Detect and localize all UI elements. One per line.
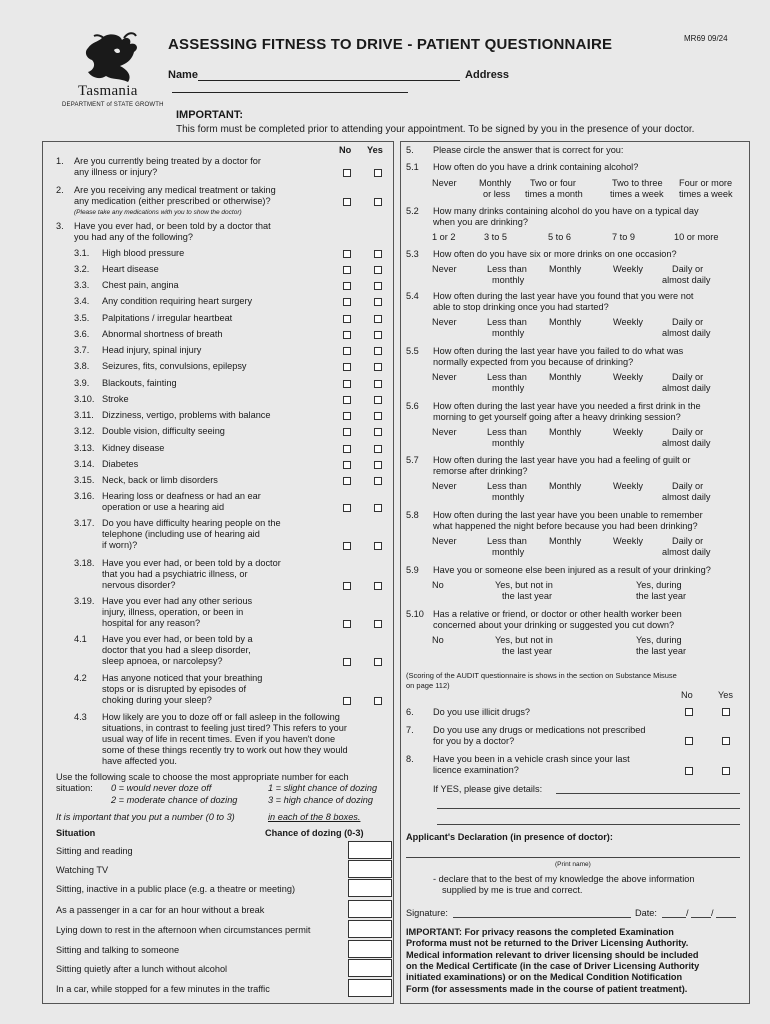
question-text: How often do you have a drink containing alcohol? — [433, 162, 639, 172]
print-name-line[interactable] — [406, 857, 740, 858]
answer-option: Daily or — [672, 481, 704, 491]
question-text: How often during the last year have you been unable to remember — [433, 510, 703, 520]
answer-option: almost daily — [662, 492, 711, 502]
dozing-score-input[interactable] — [348, 841, 392, 859]
answer-option: Less than — [487, 536, 527, 546]
q7-yes-checkbox[interactable] — [722, 737, 730, 745]
answer-option: the last year — [636, 591, 687, 601]
answer-option: Monthly — [549, 372, 582, 382]
condition-no-checkbox[interactable] — [343, 315, 351, 323]
question-text: any illness or injury? — [74, 167, 158, 177]
condition-text: telephone (including use of hearing aid — [102, 529, 260, 539]
form-number: MR69 09/24 — [684, 34, 728, 43]
condition-no-checkbox[interactable] — [343, 504, 351, 512]
condition-number: 3.18. — [74, 558, 95, 568]
dozing-score-input[interactable] — [348, 879, 392, 897]
condition-yes-checkbox[interactable] — [374, 542, 382, 550]
condition-no-checkbox[interactable] — [343, 282, 351, 290]
answer-option: Weekly — [613, 372, 643, 382]
tasmania-wordmark: Tasmania — [78, 83, 138, 99]
answer-option: Daily or — [672, 317, 704, 327]
condition-number: 3.1. — [74, 248, 90, 258]
condition-yes-checkbox[interactable] — [374, 697, 382, 705]
condition-text: Abnormal shortness of breath — [102, 329, 223, 339]
answer-option: the last year — [502, 591, 553, 601]
answer-option: Weekly — [613, 264, 643, 274]
medication-note: (Please take any medications with you to show the doctor) — [74, 209, 242, 216]
answer-option: Never — [432, 536, 457, 546]
answer-option: monthly — [492, 492, 525, 502]
condition-text: Kidney disease — [102, 443, 165, 453]
condition-number: 3.9. — [74, 378, 90, 388]
condition-yes-checkbox[interactable] — [374, 282, 382, 290]
privacy-notice: Proforma must not be returned to the Driver Licensing Authority. — [406, 938, 689, 949]
question-text: normally expected from you because of drinking? — [433, 357, 634, 367]
condition-no-checkbox[interactable] — [343, 428, 351, 436]
answer-option: almost daily — [662, 438, 711, 448]
situation-text: As a passenger in a car for an hour without a break — [56, 905, 265, 915]
answer-option: monthly — [492, 438, 525, 448]
answer-option: times a week — [679, 189, 733, 199]
answer-option: No — [432, 635, 444, 645]
condition-number: 3.6. — [74, 329, 90, 339]
privacy-notice: Medical information relevant to driver licensing should be included — [406, 949, 699, 960]
condition-number: 3.19. — [74, 596, 95, 606]
condition-text: Stroke — [102, 394, 129, 404]
condition-no-checkbox[interactable] — [343, 396, 351, 404]
dozing-score-input[interactable] — [348, 979, 392, 997]
question-number: 1. — [56, 156, 64, 166]
answer-option: the last year — [502, 646, 553, 656]
answer-option: Two or four — [530, 178, 576, 188]
answer-option: or less — [483, 189, 511, 199]
privacy-notice: initiated examinations) or on the Medical Condition Notification — [406, 972, 683, 983]
condition-text: Double vision, difficulty seeing — [102, 426, 225, 436]
answer-option: 7 to 9 — [612, 232, 635, 242]
dozing-score-input[interactable] — [348, 920, 392, 938]
answer-option: Weekly — [613, 536, 643, 546]
situation-text: In a car, while stopped for a few minutes in the traffic — [56, 984, 270, 994]
answer-option: monthly — [492, 547, 525, 557]
question-text: How often do you have six or more drinks on one occasion? — [433, 249, 677, 259]
question-text: Please circle the answer that is correct for you: — [433, 145, 624, 155]
page-title: ASSESSING FITNESS TO DRIVE - PATIENT QUESTIONNAIRE — [168, 36, 613, 53]
question-text: Have you or someone else been injured as a result of your drinking? — [433, 565, 711, 575]
question-number: 5.3 — [406, 249, 419, 259]
column-header-no: No — [681, 690, 693, 700]
condition-no-checkbox[interactable] — [343, 266, 351, 274]
situation-text: Sitting quietly after a lunch without alcohol — [56, 964, 228, 974]
scale-intro: Use the following scale to choose the most appropriate number for each — [56, 772, 349, 782]
q2-yes-checkbox[interactable] — [374, 198, 382, 206]
answer-option: Weekly — [613, 427, 643, 437]
answer-option: Monthly — [549, 427, 582, 437]
condition-yes-checkbox[interactable] — [374, 331, 382, 339]
question-number: 5.6 — [406, 401, 419, 411]
condition-yes-checkbox[interactable] — [374, 315, 382, 323]
answer-option: almost daily — [662, 547, 711, 557]
answer-option: 10 or more — [674, 232, 719, 242]
scale-2: 2 = moderate chance of dozing — [111, 795, 238, 805]
condition-yes-checkbox[interactable] — [374, 477, 382, 485]
signature-label: Signature: — [406, 908, 448, 918]
condition-text: Diabetes — [102, 459, 139, 469]
question-text: How often during the last year have you needed a first drink in the — [433, 401, 701, 411]
condition-number: 3.13. — [74, 443, 95, 453]
question-text: what happened the night before because you had been drinking? — [433, 521, 698, 531]
declaration-text: supplied by me is true and correct. — [442, 885, 583, 895]
date-separator: / — [711, 908, 714, 918]
question-number: 2. — [56, 185, 64, 195]
condition-no-checkbox[interactable] — [343, 477, 351, 485]
question-number: 6. — [406, 707, 414, 717]
signature-line[interactable] — [453, 917, 631, 918]
condition-text: hospital for any reason? — [102, 618, 201, 628]
answer-option: Never — [432, 264, 457, 274]
question-number: 5.4 — [406, 291, 419, 301]
condition-text: doctor that you had a sleep disorder, — [102, 645, 251, 655]
condition-number: 3.14. — [74, 459, 95, 469]
answer-option: monthly — [492, 328, 525, 338]
condition-text: Seizures, fits, convulsions, epilepsy — [102, 361, 247, 371]
audit-note: (Scoring of the AUDIT questionnaire is shows in the section on Substance Misuse — [406, 671, 677, 680]
privacy-notice: on the Medical Certificate (in the case of Driver Licensing Authority — [406, 960, 700, 971]
answer-option: Less than — [487, 372, 527, 382]
address-label: Address — [465, 69, 510, 81]
q1-no-checkbox[interactable] — [343, 169, 351, 177]
question-text: How often during the last year have you had a feeling of guilt or — [433, 455, 691, 465]
condition-no-checkbox[interactable] — [343, 582, 351, 590]
answer-option: 3 to 5 — [484, 232, 507, 242]
answer-option: Yes, but not in — [495, 580, 553, 590]
condition-no-checkbox[interactable] — [343, 380, 351, 388]
condition-text: nervous disorder? — [102, 580, 176, 590]
condition-yes-checkbox[interactable] — [374, 363, 382, 371]
answer-option: Never — [432, 427, 457, 437]
condition-yes-checkbox[interactable] — [374, 428, 382, 436]
answer-option: Daily or — [672, 264, 704, 274]
condition-number: 3.12. — [74, 426, 95, 436]
answer-option: Monthly — [549, 536, 582, 546]
audit-note: on page 112) — [406, 681, 450, 690]
condition-number: 3.11. — [74, 410, 94, 420]
question-number: 5.8 — [406, 510, 419, 520]
question-text: How many drinks containing alcohol do you have on a typical day — [433, 206, 699, 216]
answer-option: Four or more — [679, 178, 733, 188]
scale-1: 1 = slight chance of dozing — [268, 783, 378, 793]
condition-no-checkbox[interactable] — [343, 697, 351, 705]
question-text: Do you use any drugs or medications not prescribed — [433, 725, 646, 735]
condition-text: Has anyone noticed that your breathing — [102, 673, 263, 683]
answer-option: almost daily — [662, 328, 711, 338]
answer-option: monthly — [492, 275, 525, 285]
situation-text: Sitting and talking to someone — [56, 945, 180, 955]
condition-text: sleep apnoea, or narcolepsy? — [102, 656, 223, 666]
answer-option: Yes, during — [636, 580, 682, 590]
answer-option: almost daily — [662, 275, 711, 285]
condition-yes-checkbox[interactable] — [374, 445, 382, 453]
question-text: Are you receiving any medical treatment or taking — [74, 185, 276, 195]
question-text: How often during the last year have you found that you were not — [433, 291, 694, 301]
name-label: Name — [168, 69, 198, 81]
question-text: have affected you. — [102, 756, 177, 766]
q6-yes-checkbox[interactable] — [722, 708, 730, 716]
condition-no-checkbox[interactable] — [343, 461, 351, 469]
answer-option: Less than — [487, 481, 527, 491]
privacy-notice: IMPORTANT: For privacy reasons the completed Examination — [406, 927, 674, 937]
q6-no-checkbox[interactable] — [685, 708, 693, 716]
question-number: 5.7 — [406, 455, 419, 465]
condition-yes-checkbox[interactable] — [374, 658, 382, 666]
important-note: It is important that you put a number (0 to 3) — [56, 812, 235, 822]
question-number: 5.10 — [406, 609, 424, 619]
department-name: DEPARTMENT of STATE GROWTH — [62, 102, 164, 108]
condition-yes-checkbox[interactable] — [374, 620, 382, 628]
condition-no-checkbox[interactable] — [343, 542, 351, 550]
privacy-notice: Form (for assessments made in the course of patient treatment). — [406, 983, 688, 994]
answer-option: Never — [432, 178, 457, 188]
answer-option: Daily or — [672, 427, 704, 437]
answer-option: times a week — [610, 189, 664, 199]
question-text: Are you currently being treated by a doctor for — [74, 156, 261, 166]
question-number: 5.1 — [406, 162, 419, 172]
important-note-emphasis: in each of the 8 boxes. — [268, 812, 361, 822]
condition-text: Neck, back or limb disorders — [102, 475, 218, 485]
answer-option: the last year — [636, 646, 687, 656]
q7-no-checkbox[interactable] — [685, 737, 693, 745]
question-text: How likely are you to doze off or fall asleep in the following — [102, 712, 340, 722]
condition-text: that you had a psychiatric illness, or — [102, 569, 248, 579]
dozing-score-input[interactable] — [348, 940, 392, 958]
question-number: 5.9 — [406, 565, 419, 575]
answer-option: Weekly — [613, 317, 643, 327]
question-text: Has a relative or friend, or doctor or other health worker been — [433, 609, 682, 619]
condition-text: Palpitations / irregular heartbeat — [102, 313, 233, 323]
condition-no-checkbox[interactable] — [343, 250, 351, 258]
condition-no-checkbox[interactable] — [343, 347, 351, 355]
important-heading: IMPORTANT: — [176, 109, 244, 121]
answer-option: Never — [432, 481, 457, 491]
situation-text: Sitting and reading — [56, 846, 133, 856]
answer-option: 5 to 6 — [548, 232, 571, 242]
condition-number: 4.1 — [74, 634, 87, 644]
situation-text: Watching TV — [56, 865, 109, 875]
question-text: How often during the last year have you failed to do what was — [433, 346, 684, 356]
condition-text: stops or is disrupted by episodes of — [102, 684, 247, 694]
name-field[interactable] — [198, 70, 460, 81]
question-text: some of these things recently try to work out how they would — [102, 745, 348, 755]
question-number: 5.2 — [406, 206, 419, 216]
condition-yes-checkbox[interactable] — [374, 412, 382, 420]
condition-yes-checkbox[interactable] — [374, 380, 382, 388]
condition-no-checkbox[interactable] — [343, 331, 351, 339]
column-header-yes: Yes — [718, 690, 733, 700]
question-text: Do you use illicit drugs? — [433, 707, 531, 717]
answer-option: Monthly — [549, 317, 582, 327]
date-year-line[interactable] — [716, 917, 736, 918]
question-number: 4.3 — [74, 712, 87, 722]
answer-option: almost daily — [662, 383, 711, 393]
condition-no-checkbox[interactable] — [343, 620, 351, 628]
answer-option: Monthly — [479, 178, 512, 188]
question-text: when you are drinking? — [433, 217, 528, 227]
question-text: licence examination? — [433, 765, 519, 775]
question-text: concerned about your drinking or suggested you cut down? — [433, 620, 675, 630]
condition-number: 3.7. — [74, 345, 90, 355]
q1-yes-checkbox[interactable] — [374, 169, 382, 177]
details-label: If YES, please give details: — [433, 784, 543, 794]
date-day-line[interactable] — [662, 917, 686, 918]
column-header-no: No — [339, 145, 352, 155]
condition-number: 3.10. — [74, 394, 95, 404]
answer-option: Monthly — [549, 264, 582, 274]
answer-option: No — [432, 580, 444, 590]
scale-situation-label: situation: — [56, 783, 93, 793]
condition-no-checkbox[interactable] — [343, 412, 351, 420]
condition-no-checkbox[interactable] — [343, 445, 351, 453]
date-label: Date: — [635, 908, 657, 918]
question-number: 8. — [406, 754, 414, 764]
answer-option: Daily or — [672, 372, 704, 382]
situation-header: Situation — [56, 828, 96, 838]
question-number: 5. — [406, 145, 414, 155]
condition-text: injury, illness, operation, or been in — [102, 607, 244, 617]
date-separator: / — [686, 908, 689, 918]
condition-text: Head injury, spinal injury — [102, 345, 202, 355]
dozing-score-input[interactable] — [348, 900, 392, 918]
question-text: remorse after drinking? — [433, 466, 528, 476]
condition-text: Do you have difficulty hearing people on the — [102, 518, 281, 528]
condition-no-checkbox[interactable] — [343, 363, 351, 371]
details-line[interactable] — [437, 824, 740, 825]
condition-text: Have you ever had, or been told by a doctor — [102, 558, 281, 568]
answer-option: Never — [432, 317, 457, 327]
condition-text: Have you ever had, or been told by a — [102, 634, 253, 644]
condition-text: Chest pain, angina — [102, 280, 179, 290]
condition-yes-checkbox[interactable] — [374, 298, 382, 306]
question-text: Have you been in a vehicle crash since your last — [433, 754, 630, 764]
answer-option: 1 or 2 — [432, 232, 456, 242]
scale-0: 0 = would never doze off — [111, 783, 212, 793]
name-address-row — [168, 69, 750, 93]
situation-text: Lying down to rest in the afternoon when circumstances permit — [56, 925, 311, 935]
condition-yes-checkbox[interactable] — [374, 396, 382, 404]
question-number: 3. — [56, 221, 64, 231]
condition-yes-checkbox[interactable] — [374, 461, 382, 469]
question-text: any medication (either prescribed or otherwise)? — [74, 196, 271, 206]
condition-text: operation or use a hearing aid — [102, 502, 225, 512]
condition-number: 3.5. — [74, 313, 90, 323]
question-text: for you by a doctor? — [433, 736, 515, 746]
answer-option: Yes, during — [636, 635, 682, 645]
column-header-yes: Yes — [367, 145, 383, 155]
answer-option: Never — [432, 372, 457, 382]
dozing-score-input[interactable] — [348, 860, 392, 878]
details-line[interactable] — [556, 793, 740, 794]
q8-no-checkbox[interactable] — [685, 767, 693, 775]
q2-no-checkbox[interactable] — [343, 198, 351, 206]
scale-3: 3 = high chance of dozing — [268, 795, 373, 805]
question-text: situations, in contrast to feeling just tired? This refers to your — [102, 723, 347, 733]
answer-option: Less than — [487, 317, 527, 327]
condition-yes-checkbox[interactable] — [374, 250, 382, 258]
condition-text: choking during your sleep? — [102, 695, 212, 705]
answer-option: Two to three — [612, 178, 663, 188]
answer-option: monthly — [492, 383, 525, 393]
answer-option: Monthly — [549, 481, 582, 491]
q8-yes-checkbox[interactable] — [722, 767, 730, 775]
question-text: Have you ever had, or been told by a doctor that — [74, 221, 271, 231]
question-text: morning to get yourself going after a heavy drinking session? — [433, 412, 681, 422]
date-month-line[interactable] — [691, 917, 711, 918]
condition-yes-checkbox[interactable] — [374, 347, 382, 355]
chance-header: Chance of dozing (0-3) — [265, 828, 364, 838]
question-text: you had any of the following? — [74, 232, 194, 242]
condition-no-checkbox[interactable] — [343, 298, 351, 306]
condition-text: Any condition requiring heart surgery — [102, 296, 253, 306]
important-text: This form must be completed prior to attending your appointment. To be signed by you in the presence of your doctor. — [176, 124, 695, 135]
details-line[interactable] — [437, 808, 740, 809]
condition-number: 3.8. — [74, 361, 90, 371]
condition-text: Heart disease — [102, 264, 159, 274]
condition-text: Dizziness, vertigo, problems with balance — [102, 410, 271, 420]
condition-yes-checkbox[interactable] — [374, 582, 382, 590]
situation-text: Sitting, inactive in a public place (e.g. a theatre or meeting) — [56, 884, 296, 894]
condition-text: High blood pressure — [102, 248, 185, 258]
print-name-label: (Print name) — [555, 861, 591, 868]
condition-yes-checkbox[interactable] — [374, 504, 382, 512]
condition-number: 3.4. — [74, 296, 90, 306]
answer-option: Less than — [487, 264, 527, 274]
condition-no-checkbox[interactable] — [343, 658, 351, 666]
condition-number: 3.2. — [74, 264, 90, 274]
condition-number: 3.15. — [74, 475, 95, 485]
question-text: usual way of life in recent times. Even if you haven't done — [102, 734, 336, 744]
answer-option: Yes, but not in — [495, 635, 553, 645]
condition-number: 3.17. — [74, 518, 95, 528]
answer-option: Daily or — [672, 536, 704, 546]
address-field[interactable] — [172, 82, 408, 93]
condition-number: 4.2 — [74, 673, 87, 683]
declaration-text: - declare that to the best of my knowledge the above information — [433, 874, 695, 884]
answer-option: Weekly — [613, 481, 643, 491]
condition-text: Hearing loss or deafness or had an ear — [102, 491, 261, 501]
condition-text: Blackouts, fainting — [102, 378, 177, 388]
question-text: able to stop drinking once you had started? — [433, 302, 609, 312]
declaration-title: Applicant's Declaration (in presence of doctor): — [406, 832, 613, 842]
condition-number: 3.16. — [74, 491, 95, 501]
question-number: 7. — [406, 725, 414, 735]
condition-text: Have you ever had any other serious — [102, 596, 253, 606]
condition-text: if worn)? — [102, 540, 138, 550]
question-number: 5.5 — [406, 346, 419, 356]
answer-option: Less than — [487, 427, 527, 437]
condition-yes-checkbox[interactable] — [374, 266, 382, 274]
dozing-score-input[interactable] — [348, 959, 392, 977]
condition-number: 3.3. — [74, 280, 90, 290]
answer-option: times a month — [525, 189, 583, 199]
